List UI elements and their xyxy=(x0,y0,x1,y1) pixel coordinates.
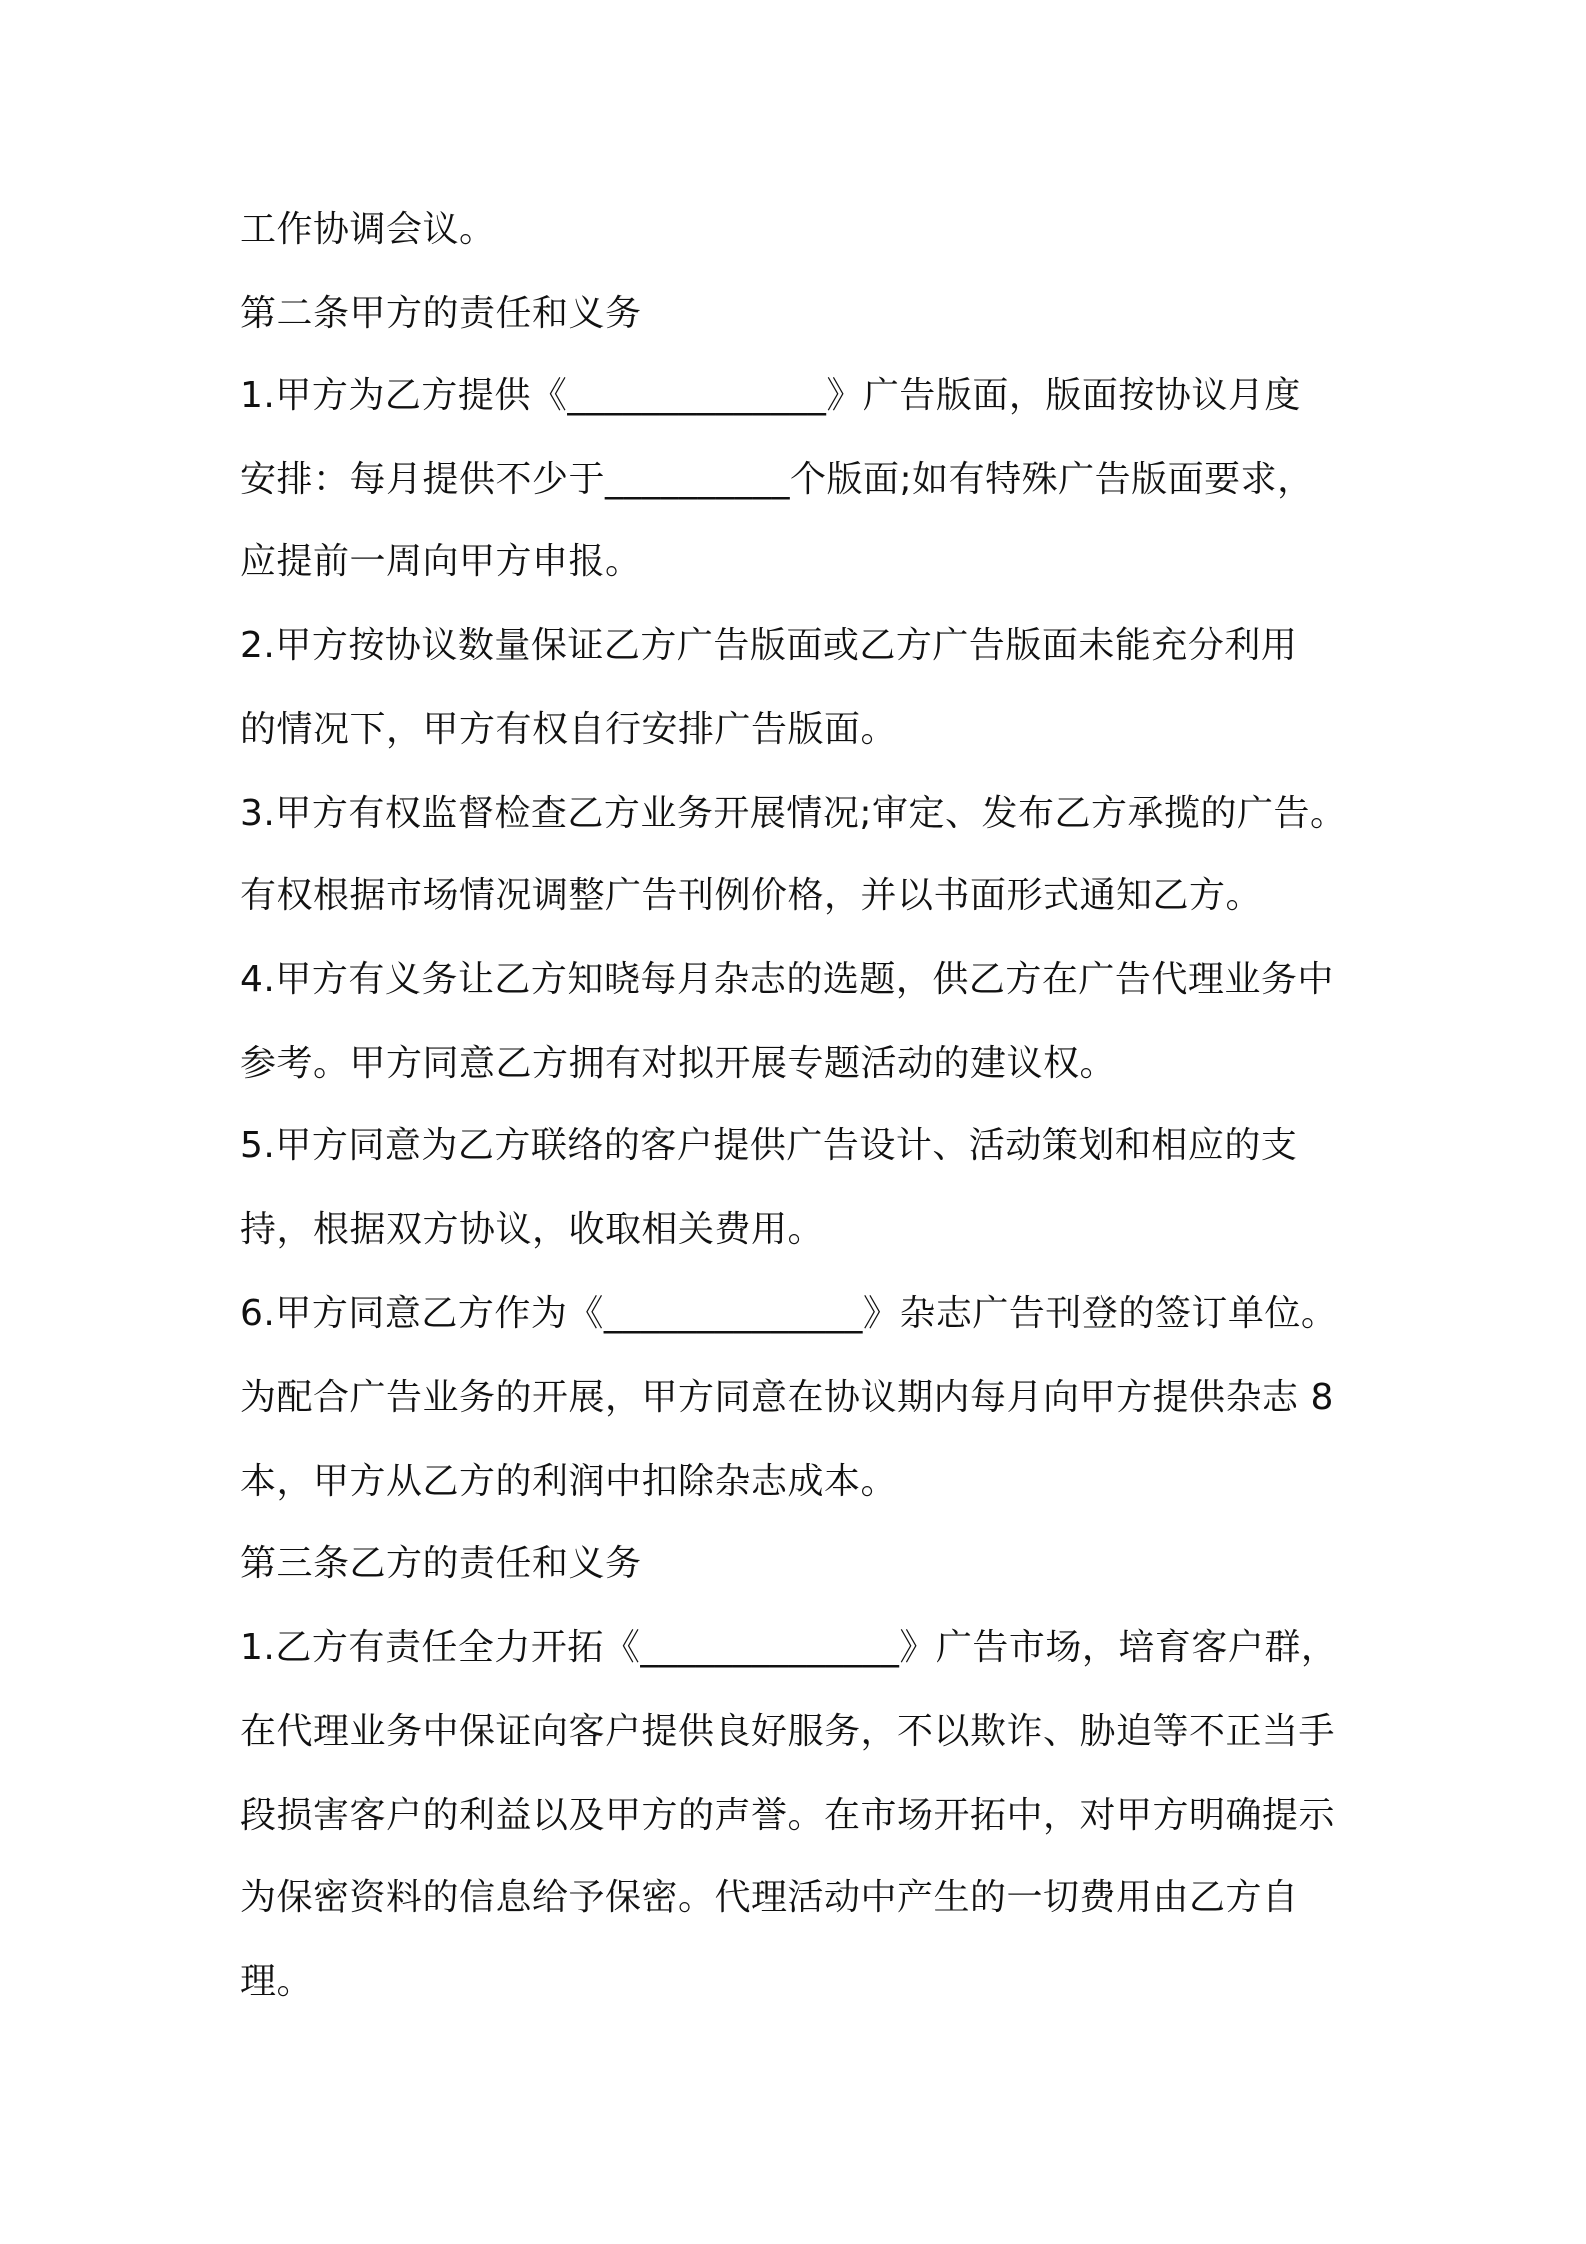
text-line: 本，甲方从乙方的利润中扣除杂志成本。 xyxy=(240,1461,898,1502)
text-line: 1.乙方有责任全力开拓《______________》广告市场，培育客户群， xyxy=(240,1627,1338,1668)
section-heading: 第二条甲方的责任和义务 xyxy=(240,293,642,334)
text-line: 6.甲方同意乙方作为《______________》杂志广告刊登的签订单位。 xyxy=(240,1293,1338,1334)
text-line: 2.甲方按协议数量保证乙方广告版面或乙方广告版面未能充分利用 xyxy=(240,625,1298,666)
text-line: 为配合广告业务的开展，甲方同意在协议期内每月向甲方提供杂志 8 xyxy=(240,1377,1334,1418)
text-line: 参考。甲方同意乙方拥有对拟开展专题活动的建议权。 xyxy=(240,1043,1117,1084)
text-line: 理。 xyxy=(240,1961,314,2002)
section-heading: 第三条乙方的责任和义务 xyxy=(240,1543,642,1584)
text-line: 5.甲方同意为乙方联络的客户提供广告设计、活动策划和相应的支 xyxy=(240,1125,1298,1166)
text-line: 安排：每月提供不少于__________个版面;如有特殊广告版面要求， xyxy=(240,459,1314,500)
text-line: 的情况下，甲方有权自行安排广告版面。 xyxy=(240,709,898,750)
text-line: 在代理业务中保证向客户提供良好服务，不以欺诈、胁迫等不正当手 xyxy=(240,1711,1336,1752)
text-line: 工作协调会议。 xyxy=(240,209,496,250)
text-line: 为保密资料的信息给予保密。代理活动中产生的一切费用由乙方自 xyxy=(240,1877,1299,1918)
text-line: 段损害客户的利益以及甲方的声誉。在市场开拓中，对甲方明确提示 xyxy=(240,1795,1336,1836)
text-line: 持，根据双方协议，收取相关费用。 xyxy=(240,1209,825,1250)
text-line: 有权根据市场情况调整广告刊例价格，并以书面形式通知乙方。 xyxy=(240,875,1263,916)
text-line: 3.甲方有权监督检查乙方业务开展情况;审定、发布乙方承揽的广告。 xyxy=(240,793,1347,834)
text-line: 1.甲方为乙方提供《______________》广告版面，版面按协议月度 xyxy=(240,375,1301,416)
text-line: 4.甲方有义务让乙方知晓每月杂志的选题，供乙方在广告代理业务中 xyxy=(240,959,1334,1000)
text-line: 应提前一周向甲方申报。 xyxy=(240,541,642,582)
